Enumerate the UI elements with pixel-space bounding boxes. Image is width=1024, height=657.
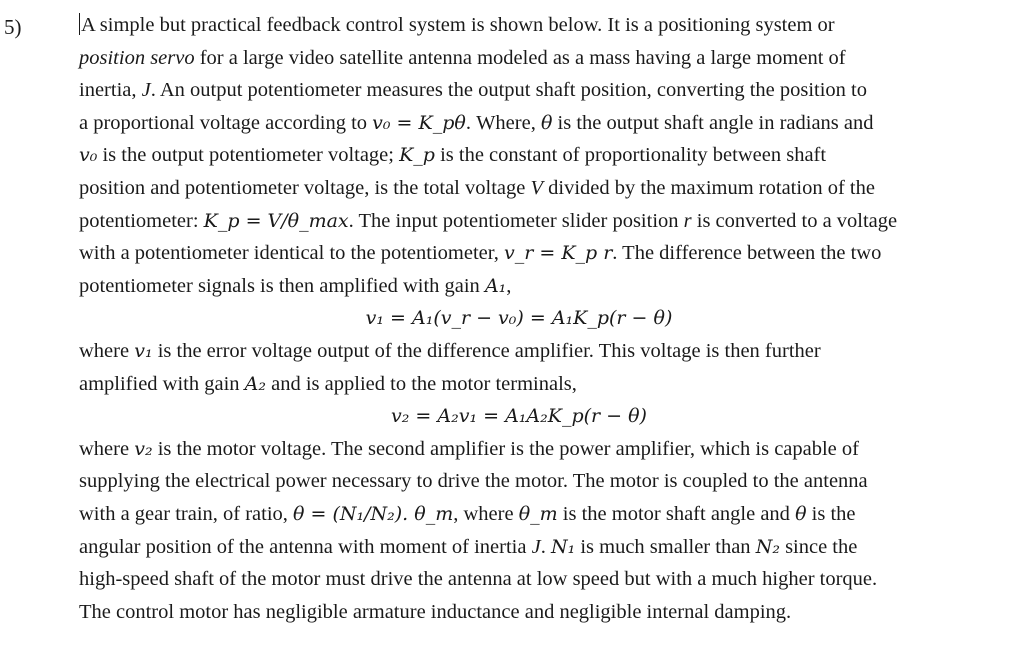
text-line: high-speed shaft of the motor must drive the antenna at low speed but with a much higher torque. [79,568,878,591]
text-line: where v₂ is the motor voltage. The second amplifier is the power amplifier, which is capable of [79,437,859,460]
italic-term: position servo [79,46,195,69]
text-line: potentiometer signals is then amplified with gain A₁, [79,274,512,297]
text-line: a proportional voltage according to v₀ = K_pθ. Where, θ is the output shaft angle in radians and [79,111,874,134]
math-inline: K_p = V/θ_max [203,209,349,232]
text-line: The control motor has negligible armature inductance and negligible internal damping. [79,600,792,623]
math-var: A₁ [484,274,507,297]
math-var: J [531,535,541,558]
math-var: V [530,176,544,199]
math-var: K_p [399,144,435,167]
text-line: position servo for a large video satellite antenna modeled as a mass having a large moment of [79,46,846,69]
text-line: angular position of the antenna with moment of inertia J. N₁ is much smaller than N₂ since the [79,535,858,558]
text-line: inertia, J. An output potentiometer measures the output shaft position, converting the position to [79,79,867,102]
math-var: θ [540,111,553,134]
math-var: v₁ [134,339,153,362]
equation-2: v₂ = A₂v₁ = A₁A₂K_p(r − θ) [391,405,647,428]
math-inline: v₀ = K_pθ [372,111,466,134]
math-var: v₂ [134,437,153,460]
text-line: where v₁ is the error voltage output of the difference amplifier. This voltage is then further [79,339,821,362]
text-line: v₀ is the output potentiometer voltage; K_p is the constant of proportionality between shaft [79,144,827,167]
text-line: with a potentiometer identical to the potentiometer, v_r = K_p r. The difference between the two [79,242,882,265]
display-equation [79,302,1009,335]
math-var: v₀ [79,144,98,167]
math-inline: θ = (N₁/N₂). θ_m [293,502,454,525]
math-inline: v_r = K_p r [504,242,613,265]
math-var: r [683,209,692,232]
math-var: N₂ [755,535,780,558]
text-line: amplified with gain A₂ and is applied to the motor terminals, [79,372,577,395]
math-var: θ_m [518,502,558,525]
math-var: N₁ [550,535,576,558]
text-line: with a gear train, of ratio, θ = (N₁/N₂). θ_m, where θ_m is the motor shaft angle and θ is the [79,502,856,525]
problem-text[interactable] [79,9,1009,628]
math-var: J [141,79,151,102]
display-equation [79,400,1009,433]
equation-1: v₁ = A₁(v_r − v₀) = A₁K_p(r − θ) [365,307,673,330]
text-line: supplying the electrical power necessary to drive the motor. The motor is coupled to the antenna [79,470,868,493]
text-line: position and potentiometer voltage, is the total voltage V divided by the maximum rotation of the [79,176,875,199]
text-cursor [79,13,80,35]
text-line: potentiometer: K_p = V/θ_max. The input potentiometer slider position r is converted to a voltage [79,209,898,232]
problem-number: 5) [4,15,22,39]
text-line: A simple but practical feedback control system is shown below. It is a positioning system or [81,14,835,36]
math-var: θ [795,502,807,525]
math-var: A₂ [244,372,267,395]
